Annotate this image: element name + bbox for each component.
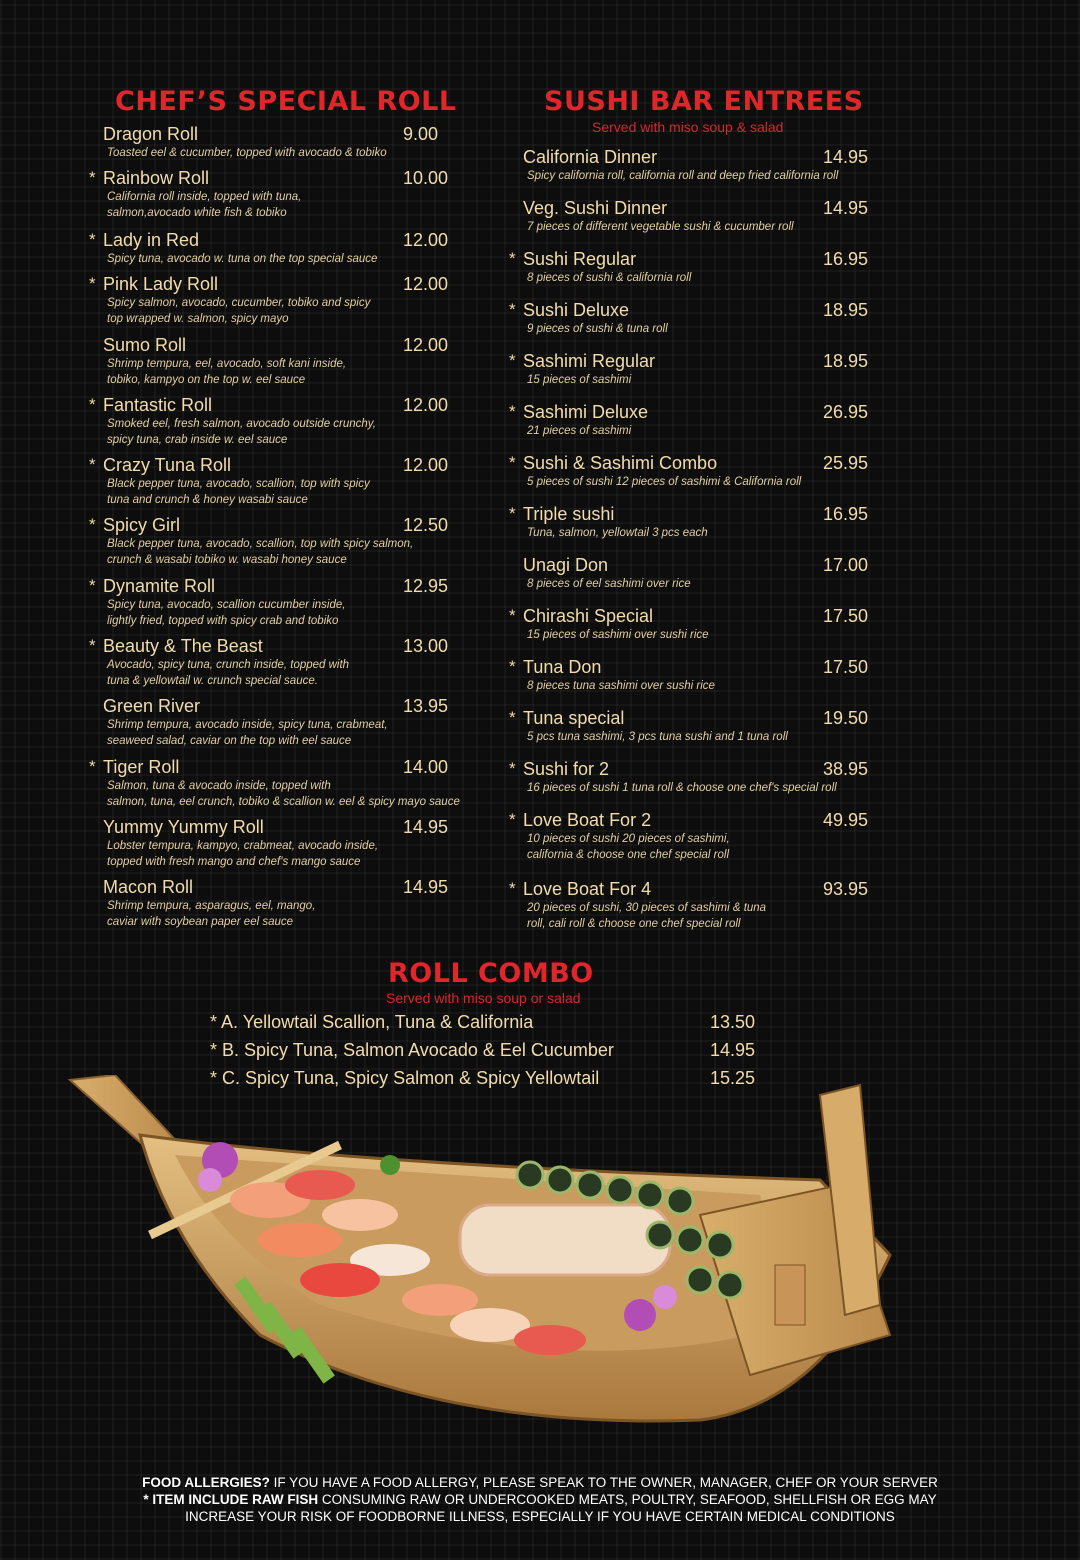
item-description: Lobster tempura, kampyo, crabmeat, avocado inside, topped with fresh mango and chef's mango sauce xyxy=(107,840,379,868)
item-name: Tuna Don xyxy=(523,657,602,677)
item-description: Toasted eel & cucumber, topped with avocado & tobiko xyxy=(107,147,387,159)
item-price: 12.00 xyxy=(403,455,449,475)
item-description: Shrimp tempura, avocado inside, spicy tuna, crabmeat, seaweed salad, caviar on the top with eel sauce xyxy=(107,719,388,747)
roll-combo-title: ROLL COMBO xyxy=(388,958,594,989)
raw-fish-marker: * xyxy=(509,759,516,778)
item-description: Black pepper tuna, avocado, scallion, top with spicy tuna and crunch & honey wasabi sauce xyxy=(107,478,370,506)
item-price: 17.50 xyxy=(823,657,869,677)
raw-fish-marker: * xyxy=(509,504,516,523)
item-name: Chirashi Special xyxy=(523,606,654,626)
item-price: 14.95 xyxy=(403,817,449,837)
item-price: 38.95 xyxy=(823,759,869,779)
raw-fish-marker: * xyxy=(509,402,516,421)
allergy-line-2 xyxy=(0,1491,1080,1508)
menu-item xyxy=(509,249,883,286)
sushi-bar-title: SUSHI BAR ENTREES xyxy=(544,86,864,117)
menu-item xyxy=(509,453,883,490)
item-price: 18.95 xyxy=(823,351,869,371)
roll-combo-subtitle: Served with miso soup or salad xyxy=(386,990,581,1006)
item-price: 12.00 xyxy=(403,274,449,294)
item-description: 8 pieces of eel sashimi over rice xyxy=(527,578,691,590)
item-description: Shrimp tempura, asparagus, eel, mango, caviar with soybean paper eel sauce xyxy=(107,900,316,928)
item-price: 16.95 xyxy=(823,249,869,269)
item-description: Avocado, spicy tuna, crunch inside, topped with tuna & yellowtail w. crunch special sauce. xyxy=(107,659,350,687)
item-description: Spicy salmon, avocado, cucumber, tobiko and spicy top wrapped w. salmon, spicy mayo xyxy=(107,297,371,325)
item-description: Spicy tuna, avocado, scallion cucumber inside, lightly fried, topped with spicy crab and tobiko xyxy=(107,599,346,627)
raw-fish-marker: * xyxy=(89,757,96,776)
raw-fish-marker: * xyxy=(89,274,96,293)
item-name: Crazy Tuna Roll xyxy=(103,455,232,475)
menu-item xyxy=(523,198,883,235)
item-name: Sashimi Deluxe xyxy=(523,402,649,422)
item-price: 13.95 xyxy=(403,696,449,716)
item-description: 10 pieces of sushi 20 pieces of sashimi, california & choose one chef special roll xyxy=(527,833,730,861)
raw-fish-marker: * xyxy=(509,453,516,472)
item-name: Sumo Roll xyxy=(103,335,187,355)
menu-item xyxy=(509,657,883,694)
item-name: Dynamite Roll xyxy=(103,576,216,596)
item-description: Tuna, salmon, yellowtail 3 pcs each xyxy=(527,527,708,539)
combo-name: C. Spicy Tuna, Spicy Salmon & Spicy Yellowtail xyxy=(222,1068,600,1088)
raw-fish-marker: * xyxy=(509,300,516,319)
item-description: 8 pieces tuna sashimi over sushi rice xyxy=(527,680,715,692)
item-price: 26.95 xyxy=(823,402,869,422)
item-description: Smoked eel, fresh salmon, avocado outside crunchy, spicy tuna, crab inside w. eel sauce xyxy=(107,418,376,446)
item-description: Spicy california roll, california roll and deep fried california roll xyxy=(527,170,839,182)
menu-item xyxy=(509,402,883,439)
menu-item xyxy=(509,879,883,932)
item-description: Shrimp tempura, eel, avocado, soft kani inside, tobiko, kampyo on the top w. eel sauce xyxy=(107,358,347,386)
raw-fish-marker: * xyxy=(89,515,96,534)
item-name: Sushi Regular xyxy=(523,249,637,269)
menu-item xyxy=(509,504,883,541)
allergy-line-1 xyxy=(0,1474,1080,1491)
item-name: Macon Roll xyxy=(103,877,194,897)
item-name: California Dinner xyxy=(523,147,658,167)
item-name: Tuna special xyxy=(523,708,625,728)
raw-fish-marker: * xyxy=(89,455,96,474)
menu-item xyxy=(89,274,463,327)
menu-item xyxy=(523,147,883,184)
item-name: Veg. Sushi Dinner xyxy=(523,198,668,218)
item-price: 14.95 xyxy=(823,198,869,218)
item-price: 13.00 xyxy=(403,636,449,656)
menu-item xyxy=(89,168,463,221)
item-description: 15 pieces of sashimi xyxy=(527,374,632,386)
item-name: Pink Lady Roll xyxy=(103,274,219,294)
item-price: 17.00 xyxy=(823,555,869,575)
item-name: Triple sushi xyxy=(523,504,615,524)
item-name: Dragon Roll xyxy=(103,124,199,144)
item-price: 25.95 xyxy=(823,453,869,473)
raw-fish-marker: * xyxy=(89,395,96,414)
item-name: Spicy Girl xyxy=(103,515,181,535)
item-description: Spicy tuna, avocado w. tuna on the top special sauce xyxy=(107,253,378,265)
menu-item xyxy=(89,395,463,448)
raw-fish-marker: * xyxy=(509,657,516,676)
item-price: 12.00 xyxy=(403,230,449,250)
raw-fish-marker: * xyxy=(89,168,96,187)
allergy-heading: FOOD ALLERGIES? xyxy=(142,1475,270,1490)
combo-item xyxy=(210,1040,756,1061)
combo-price: 14.95 xyxy=(710,1040,756,1060)
item-name: Love Boat For 4 xyxy=(523,879,652,899)
menu-item xyxy=(103,696,463,749)
combo-price: 13.50 xyxy=(710,1012,756,1032)
item-price: 9.00 xyxy=(403,124,439,144)
item-name: Lady in Red xyxy=(103,230,200,250)
item-description: Salmon, tuna & avocado inside, topped with salmon, tuna, eel crunch, tobiko & scallion w. eel & spicy mayo sauce xyxy=(107,780,460,808)
menu-item xyxy=(103,877,463,930)
menu-item xyxy=(509,351,883,388)
item-name: Sushi & Sashimi Combo xyxy=(523,453,718,473)
menu-item xyxy=(89,576,463,629)
menu-item xyxy=(89,230,463,267)
raw-fish-text: CONSUMING RAW OR UNDERCOOKED MEATS, POULTRY, SEAFOOD, SHELLFISH OR EGG MAY xyxy=(318,1492,937,1507)
raw-fish-marker: * xyxy=(89,576,96,595)
sushi-boat-photo xyxy=(60,1075,900,1475)
raw-fish-marker: * xyxy=(89,636,96,655)
menu-item xyxy=(103,817,463,870)
item-description: 5 pcs tuna sashimi, 3 pcs tuna sushi and 1 tuna roll xyxy=(527,731,788,743)
item-description: 9 pieces of sushi & tuna roll xyxy=(527,323,668,335)
item-price: 14.95 xyxy=(403,877,449,897)
item-price: 19.50 xyxy=(823,708,869,728)
sushi-bar-subtitle: Served with miso soup & salad xyxy=(592,119,784,135)
menu-item xyxy=(89,515,463,568)
item-name: Sushi for 2 xyxy=(523,759,610,779)
raw-fish-marker: * xyxy=(509,606,516,625)
menu-item xyxy=(89,636,463,689)
raw-fish-marker: * xyxy=(509,351,516,370)
item-name: Sashimi Regular xyxy=(523,351,656,371)
raw-fish-marker: * xyxy=(210,1068,218,1088)
allergy-line-3: INCREASE YOUR RISK OF FOODBORNE ILLNESS, ESPECIALLY IF YOU HAVE CERTAIN MEDICAL CONDITIONS xyxy=(185,1509,895,1524)
raw-fish-heading: * ITEM INCLUDE RAW FISH xyxy=(143,1492,319,1507)
menu-item xyxy=(509,708,883,745)
item-price: 12.95 xyxy=(403,576,449,596)
item-price: 10.00 xyxy=(403,168,449,188)
item-price: 14.95 xyxy=(823,147,869,167)
menu-item xyxy=(89,455,463,508)
menu-item xyxy=(509,759,883,796)
menu-item xyxy=(103,124,463,161)
combo-item xyxy=(210,1012,756,1033)
item-name: Sushi Deluxe xyxy=(523,300,630,320)
allergy-text: IF YOU HAVE A FOOD ALLERGY, PLEASE SPEAK TO THE OWNER, MANAGER, CHEF OR YOUR SERVER xyxy=(269,1475,938,1490)
raw-fish-marker: * xyxy=(89,230,96,249)
item-name: Love Boat For 2 xyxy=(523,810,652,830)
menu-item xyxy=(509,606,883,643)
item-description: Black pepper tuna, avocado, scallion, top with spicy salmon, crunch & wasabi tobiko w. wasabi honey sauce xyxy=(107,538,414,566)
raw-fish-marker: * xyxy=(509,810,516,829)
menu-item xyxy=(509,810,883,863)
item-description: 16 pieces of sushi 1 tuna roll & choose one chef's special roll xyxy=(527,782,837,794)
item-description: 8 pieces of sushi & california roll xyxy=(527,272,692,284)
menu-item xyxy=(89,757,463,810)
item-price: 14.00 xyxy=(403,757,449,777)
item-name: Unagi Don xyxy=(523,555,609,575)
item-name: Yummy Yummy Roll xyxy=(103,817,264,837)
item-price: 18.95 xyxy=(823,300,869,320)
item-name: Tiger Roll xyxy=(103,757,180,777)
item-price: 93.95 xyxy=(823,879,869,899)
raw-fish-marker: * xyxy=(210,1040,218,1060)
item-price: 12.00 xyxy=(403,335,449,355)
combo-price: 15.25 xyxy=(710,1068,756,1088)
menu-item xyxy=(509,300,883,337)
menu-item xyxy=(103,335,463,388)
item-price: 16.95 xyxy=(823,504,869,524)
raw-fish-marker: * xyxy=(509,249,516,268)
item-description: 5 pieces of sushi 12 pieces of sashimi & California roll xyxy=(527,476,802,488)
item-description: 20 pieces of sushi, 30 pieces of sashimi & tuna roll, cali roll & choose one chef special roll xyxy=(527,902,767,930)
item-description: California roll inside, topped with tuna, salmon,avocado white fish & tobiko xyxy=(107,191,302,219)
item-description: 21 pieces of sashimi xyxy=(527,425,632,437)
item-name: Fantastic Roll xyxy=(103,395,213,415)
raw-fish-marker: * xyxy=(509,708,516,727)
menu-item xyxy=(523,555,883,592)
allergy-notice xyxy=(0,1474,1080,1525)
item-name: Green River xyxy=(103,696,201,716)
item-price: 12.00 xyxy=(403,395,449,415)
item-price: 49.95 xyxy=(823,810,869,830)
item-name: Beauty & The Beast xyxy=(103,636,263,656)
item-price: 12.50 xyxy=(403,515,449,535)
item-description: 15 pieces of sashimi over sushi rice xyxy=(527,629,709,641)
item-description: 7 pieces of different vegetable sushi & cucumber roll xyxy=(527,221,794,233)
item-name: Rainbow Roll xyxy=(103,168,210,188)
combo-name: B. Spicy Tuna, Salmon Avocado & Eel Cucumber xyxy=(222,1040,614,1060)
item-price: 17.50 xyxy=(823,606,869,626)
combo-name: A. Yellowtail Scallion, Tuna & California xyxy=(221,1012,534,1032)
raw-fish-marker: * xyxy=(509,879,516,898)
chefs-special-title: CHEF’S SPECIAL ROLL xyxy=(115,86,457,117)
raw-fish-marker: * xyxy=(210,1012,218,1032)
